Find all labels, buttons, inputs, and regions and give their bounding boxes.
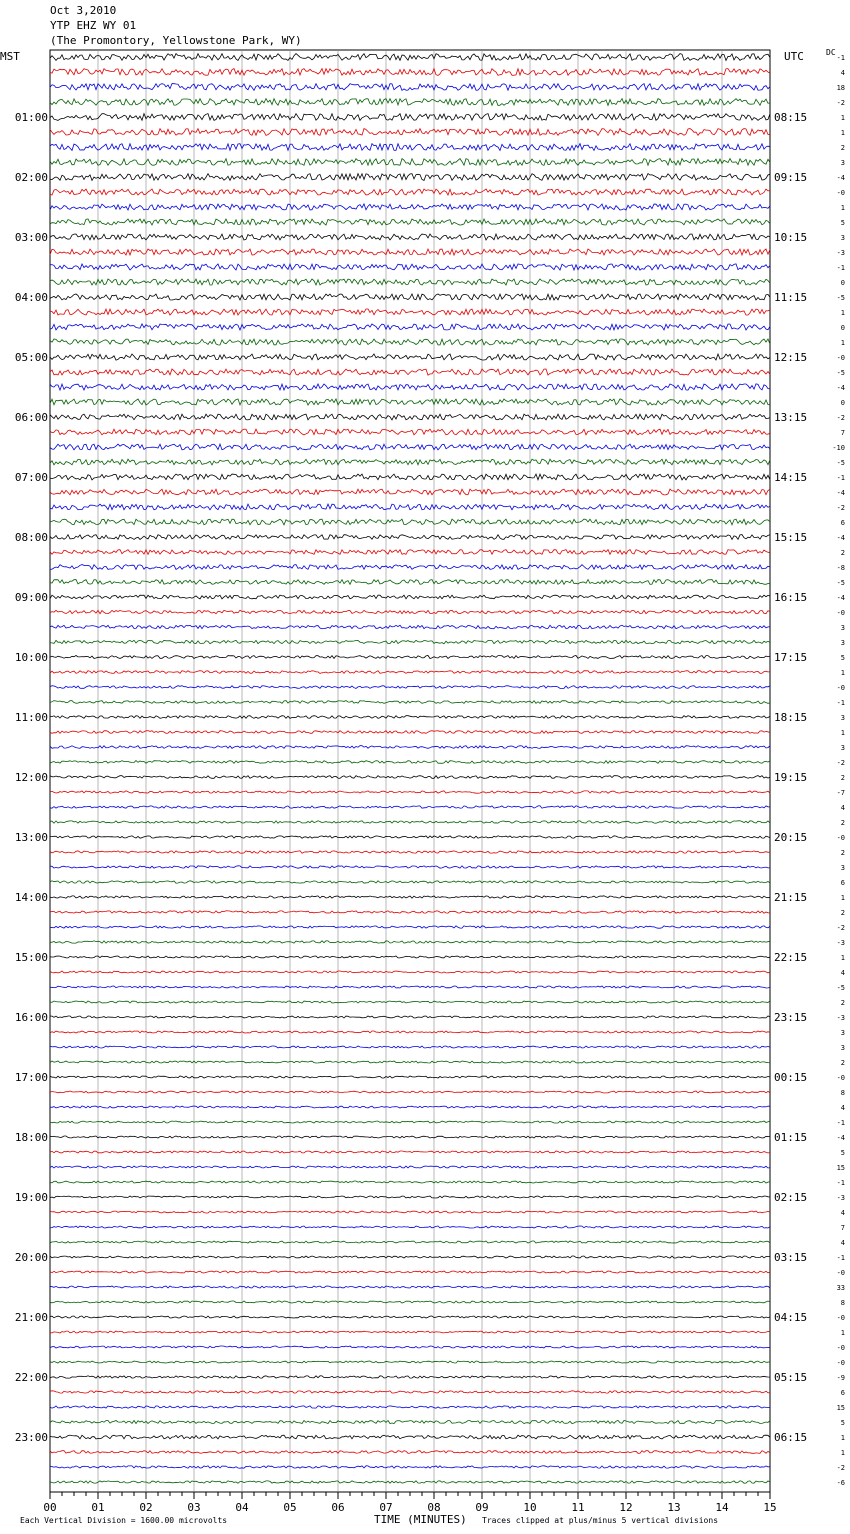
dc-offset-label: 1	[840, 1329, 845, 1337]
seismic-trace	[50, 806, 770, 808]
seismic-trace	[50, 971, 770, 973]
seismic-trace	[50, 1136, 770, 1138]
dc-offset-label: -1	[836, 474, 845, 482]
seismic-trace	[50, 54, 770, 61]
x-tick-label: 11	[571, 1501, 585, 1514]
dc-offset-label: 1	[840, 669, 845, 677]
dc-offset-label: -4	[836, 1134, 845, 1142]
mst-hour-label: 21:00	[14, 1311, 48, 1324]
dc-offset-label: 7	[840, 429, 845, 437]
seismic-trace	[50, 459, 770, 465]
seismic-trace	[50, 1466, 770, 1468]
header-date: Oct 3,2010	[50, 4, 117, 17]
x-axis-title: TIME (MINUTES)	[374, 1513, 467, 1526]
dc-offset-label: -2	[836, 924, 845, 932]
dc-offset-label: -5	[836, 459, 845, 467]
mst-hour-label: 04:00	[14, 291, 48, 304]
seismic-trace	[50, 1016, 770, 1018]
seismic-trace	[50, 836, 770, 838]
x-tick-label: 06	[331, 1501, 345, 1514]
seismic-trace	[50, 69, 770, 76]
seismic-trace	[50, 444, 770, 450]
utc-hour-label: 17:15	[774, 651, 808, 664]
seismic-trace	[50, 746, 770, 749]
seismic-trace	[50, 1121, 770, 1123]
seismic-trace	[50, 640, 770, 643]
seismic-trace	[50, 1376, 770, 1378]
dc-offset-label: -4	[836, 594, 845, 602]
dc-offset-label: 15	[836, 1164, 845, 1172]
dc-offset-label: 4	[840, 1209, 845, 1217]
seismic-trace	[50, 204, 770, 210]
seismic-trace	[50, 1391, 770, 1393]
dc-offset-label: -0	[836, 189, 845, 197]
seismic-trace	[50, 926, 770, 928]
dc-offset-label: 6	[840, 879, 845, 887]
utc-hour-label: 21:15	[774, 891, 808, 904]
seismic-trace	[50, 656, 770, 659]
seismic-trace	[50, 354, 770, 360]
dc-offset-label: -1	[836, 1254, 845, 1262]
dc-offset-label: 2	[840, 774, 845, 782]
dc-offset-label: -2	[836, 1464, 845, 1472]
dc-offset-label: 18	[836, 84, 845, 92]
x-tick-label: 10	[523, 1501, 537, 1514]
dc-offset-label: 1	[840, 954, 845, 962]
dc-offset-label: 2	[840, 849, 845, 857]
mst-hour-label: 08:00	[14, 531, 48, 544]
dc-offset-label: -0	[836, 684, 845, 692]
seismic-trace	[50, 821, 770, 823]
utc-hour-label: 15:15	[774, 531, 808, 544]
seismic-trace	[50, 761, 770, 764]
seismic-trace	[50, 399, 770, 405]
seismic-trace	[50, 701, 770, 704]
seismic-trace	[50, 429, 770, 435]
seismic-trace	[50, 731, 770, 734]
dc-offset-label: 4	[840, 1239, 845, 1247]
dc-offset-label: -1	[836, 699, 845, 707]
utc-hour-label: 18:15	[774, 711, 808, 724]
dc-offset-label: -2	[836, 414, 845, 422]
dc-offset-label: 3	[840, 234, 845, 242]
mst-hour-label: 13:00	[14, 831, 48, 844]
dc-offset-label: -4	[836, 489, 845, 497]
dc-offset-label: 2	[840, 909, 845, 917]
dc-offset-label: -6	[836, 1479, 845, 1487]
mst-hour-label: 01:00	[14, 111, 48, 124]
dc-offset-label: 2	[840, 999, 845, 1007]
utc-hour-label: 08:15	[774, 111, 808, 124]
seismic-trace	[50, 881, 770, 883]
dc-offset-label: 33	[836, 1284, 845, 1292]
seismic-trace	[50, 866, 770, 868]
dc-offset-label: -3	[836, 249, 845, 257]
mst-hour-label: 05:00	[14, 351, 48, 364]
dc-offset-label: -9	[836, 1374, 845, 1382]
seismic-trace	[50, 279, 770, 285]
seismic-trace	[50, 1181, 770, 1183]
dc-offset-label: 5	[840, 1419, 845, 1427]
mst-hour-label: 18:00	[14, 1131, 48, 1144]
seismic-trace	[50, 1046, 770, 1048]
plot-frame	[50, 50, 770, 1492]
utc-hour-label: 09:15	[774, 171, 808, 184]
x-tick-label: 03	[187, 1501, 201, 1514]
seismic-trace	[50, 1091, 770, 1093]
x-tick-label: 15	[763, 1501, 777, 1514]
utc-hour-label: 14:15	[774, 471, 808, 484]
dc-offset-label: 2	[840, 1059, 845, 1067]
seismic-trace	[50, 791, 770, 793]
utc-hour-label: 10:15	[774, 231, 808, 244]
dc-offset-label: 3	[840, 639, 845, 647]
dc-offset-label: 5	[840, 654, 845, 662]
dc-offset-label: 1	[840, 114, 845, 122]
utc-hour-label: 12:15	[774, 351, 808, 364]
dc-offset-label: 1	[840, 729, 845, 737]
seismic-trace	[50, 159, 770, 166]
dc-offset-label: -3	[836, 1014, 845, 1022]
seismic-trace	[50, 1331, 770, 1333]
dc-offset-label: -2	[836, 504, 845, 512]
utc-hour-label: 16:15	[774, 591, 808, 604]
mst-hour-label: 19:00	[14, 1191, 48, 1204]
x-tick-label: 14	[715, 1501, 729, 1514]
seismic-trace	[50, 519, 770, 525]
dc-offset-label: 0	[840, 399, 845, 407]
seismic-trace	[50, 1346, 770, 1348]
dc-offset-label: 5	[840, 219, 845, 227]
seismic-trace	[50, 1271, 770, 1273]
dc-offset-label: 4	[840, 969, 845, 977]
seismic-trace	[50, 911, 770, 913]
dc-offset-label: 1	[840, 1449, 845, 1457]
seismic-trace	[50, 1196, 770, 1198]
dc-offset-label: 8	[840, 1089, 845, 1097]
dc-offset-label: 0	[840, 324, 845, 332]
seismic-trace	[50, 595, 770, 599]
seismic-trace	[50, 174, 770, 181]
dc-offset-label: -4	[836, 384, 845, 392]
seismic-trace	[50, 489, 770, 495]
seismic-trace	[50, 610, 770, 613]
seismic-trace	[50, 339, 770, 345]
utc-hour-label: 01:15	[774, 1131, 808, 1144]
seismic-trace	[50, 84, 770, 91]
seismic-trace	[50, 309, 770, 315]
seismic-trace	[50, 1166, 770, 1168]
seismic-trace	[50, 99, 770, 106]
utc-hour-label: 19:15	[774, 771, 808, 784]
seismic-trace	[50, 1001, 770, 1003]
dc-offset-label: -5	[836, 984, 845, 992]
seismic-trace	[50, 956, 770, 958]
seismic-trace	[50, 1106, 770, 1108]
seismic-trace	[50, 535, 770, 540]
mst-hour-label: 16:00	[14, 1011, 48, 1024]
mst-hour-label: 03:00	[14, 231, 48, 244]
dc-offset-label: 0	[840, 279, 845, 287]
left-axis-title: MST	[0, 50, 20, 63]
seismic-trace	[50, 1211, 770, 1213]
x-tick-label: 05	[283, 1501, 297, 1514]
seismic-trace	[50, 565, 770, 570]
mst-hour-label: 22:00	[14, 1371, 48, 1384]
seismic-trace	[50, 625, 770, 628]
dc-offset-label: 3	[840, 624, 845, 632]
dc-offset-label: 1	[840, 204, 845, 212]
x-tick-label: 00	[43, 1501, 57, 1514]
dc-offset-label: -0	[836, 354, 845, 362]
seismic-trace	[50, 234, 770, 240]
seismic-trace	[50, 144, 770, 151]
seismic-trace	[50, 504, 770, 510]
seismic-trace	[50, 1361, 770, 1363]
utc-hour-label: 05:15	[774, 1371, 808, 1384]
utc-hour-label: 04:15	[774, 1311, 808, 1324]
dc-offset-label: 6	[840, 1389, 845, 1397]
seismic-trace	[50, 851, 770, 853]
x-tick-label: 02	[139, 1501, 153, 1514]
clip-note: Traces clipped at plus/minus 5 vertical divisions	[482, 1516, 719, 1525]
dc-offset-label: -2	[836, 759, 845, 767]
right-axis-title: UTC	[784, 50, 804, 63]
seismic-trace	[50, 1031, 770, 1033]
utc-hour-label: 11:15	[774, 291, 808, 304]
seismic-trace	[50, 1421, 770, 1424]
mst-hour-label: 11:00	[14, 711, 48, 724]
x-tick-label: 08	[427, 1501, 441, 1514]
utc-hour-label: 22:15	[774, 951, 808, 964]
dc-offset-label: -10	[832, 444, 845, 452]
dc-offset-label: -3	[836, 1194, 845, 1202]
seismic-trace	[50, 1406, 770, 1408]
x-tick-label: 13	[667, 1501, 681, 1514]
seismic-trace	[50, 1301, 770, 1303]
dc-offset-label: -5	[836, 369, 845, 377]
dc-offset-label: -4	[836, 534, 845, 542]
utc-hour-label: 06:15	[774, 1431, 808, 1444]
seismic-trace	[50, 219, 770, 225]
dc-offset-label: -0	[836, 1074, 845, 1082]
x-tick-label: 01	[91, 1501, 105, 1514]
seismic-trace	[50, 1076, 770, 1078]
utc-hour-label: 03:15	[774, 1251, 808, 1264]
dc-offset-label: 8	[840, 1299, 845, 1307]
dc-offset-label: 3	[840, 714, 845, 722]
dc-offset-label: 3	[840, 159, 845, 167]
dc-offset-label: 1	[840, 339, 845, 347]
dc-offset-label: -4	[836, 174, 845, 182]
mst-hour-label: 06:00	[14, 411, 48, 424]
mst-hour-label: 07:00	[14, 471, 48, 484]
dc-offset-label: 2	[840, 549, 845, 557]
x-tick-label: 09	[475, 1501, 489, 1514]
dc-offset-label: 1	[840, 309, 845, 317]
seismic-trace	[50, 1256, 770, 1258]
seismic-trace	[50, 369, 770, 375]
dc-offset-label: 3	[840, 744, 845, 752]
utc-hour-label: 00:15	[774, 1071, 808, 1084]
seismic-trace	[50, 1226, 770, 1228]
dc-offset-label: 3	[840, 1044, 845, 1052]
dc-offset-label: 4	[840, 69, 845, 77]
dc-offset-label: -2	[836, 99, 845, 107]
mst-hour-label: 20:00	[14, 1251, 48, 1264]
seismic-trace	[50, 1151, 770, 1153]
utc-hour-label: 02:15	[774, 1191, 808, 1204]
dc-offset-label: 3	[840, 864, 845, 872]
utc-hour-label: 13:15	[774, 411, 808, 424]
seismic-trace	[50, 686, 770, 689]
seismic-trace	[50, 189, 770, 195]
dc-offset-label: -0	[836, 1269, 845, 1277]
seismic-trace	[50, 1481, 770, 1483]
seismic-trace	[50, 580, 770, 585]
seismic-trace	[50, 384, 770, 390]
dc-offset-label: 1	[840, 129, 845, 137]
seismic-trace	[50, 129, 770, 136]
dc-offset-label: 4	[840, 804, 845, 812]
dc-offset-label: 3	[840, 1029, 845, 1037]
x-tick-label: 12	[619, 1501, 633, 1514]
seismic-trace	[50, 550, 770, 555]
dc-offset-label: -0	[836, 834, 845, 842]
dc-offset-label: 5	[840, 1149, 845, 1157]
dc-offset-label: -5	[836, 579, 845, 587]
dc-offset-label: 7	[840, 1224, 845, 1232]
seismic-trace	[50, 1061, 770, 1063]
seismic-trace	[50, 776, 770, 779]
dc-offset-label: -3	[836, 939, 845, 947]
dc-offset-label: -1	[836, 264, 845, 272]
seismic-trace	[50, 1451, 770, 1454]
seismic-trace	[50, 114, 770, 121]
mst-hour-label: 23:00	[14, 1431, 48, 1444]
dc-offset-label: 1	[840, 894, 845, 902]
dc-offset-label: -0	[836, 1344, 845, 1352]
mst-hour-label: 12:00	[14, 771, 48, 784]
seismic-trace	[50, 941, 770, 943]
seismic-trace	[50, 1241, 770, 1243]
dc-offset-label: 2	[840, 144, 845, 152]
scale-note: Each Vertical Division = 1600.00 microvolts	[20, 1516, 228, 1525]
header-station: YTP EHZ WY 01	[50, 19, 137, 32]
dc-offset-label: -7	[836, 789, 845, 797]
dc-offset-label: -0	[836, 609, 845, 617]
dc-offset-label: -1	[836, 1119, 845, 1127]
dc-offset-label: 2	[840, 819, 845, 827]
x-tick-label: 07	[379, 1501, 393, 1514]
utc-hour-label: 23:15	[774, 1011, 808, 1024]
dc-offset-label: -8	[836, 564, 845, 572]
dc-offset-label: -5	[836, 294, 845, 302]
mst-hour-label: 10:00	[14, 651, 48, 664]
seismic-trace	[50, 264, 770, 270]
seismic-trace	[50, 716, 770, 719]
dc-offset-label: 4	[840, 1104, 845, 1112]
mst-hour-label: 15:00	[14, 951, 48, 964]
seismic-trace	[50, 474, 770, 480]
utc-hour-label: 20:15	[774, 831, 808, 844]
seismic-trace	[50, 1286, 770, 1288]
seismic-trace	[50, 414, 770, 420]
dc-offset-label: -0	[836, 1314, 845, 1322]
seismic-trace	[50, 1435, 770, 1439]
mst-hour-label: 09:00	[14, 591, 48, 604]
seismic-trace	[50, 249, 770, 255]
dc-offset-label: 1	[840, 1434, 845, 1442]
seismic-trace	[50, 324, 770, 330]
dc-offset-label: 15	[836, 1404, 845, 1412]
dc-offset-label: -0	[836, 1359, 845, 1367]
mst-hour-label: 02:00	[14, 171, 48, 184]
dc-offset-label: -1	[836, 1179, 845, 1187]
dc-offset-label: -1	[836, 54, 845, 62]
seismic-trace	[50, 1316, 770, 1318]
seismic-trace	[50, 986, 770, 988]
dc-offset-label: 6	[840, 519, 845, 527]
seismic-trace	[50, 294, 770, 300]
dc-title: DC	[826, 48, 836, 57]
seismic-trace	[50, 671, 770, 674]
header-location: (The Promontory, Yellowstone Park, WY)	[50, 34, 302, 47]
x-tick-label: 04	[235, 1501, 249, 1514]
seismic-trace	[50, 896, 770, 898]
mst-hour-label: 14:00	[14, 891, 48, 904]
mst-hour-label: 17:00	[14, 1071, 48, 1084]
